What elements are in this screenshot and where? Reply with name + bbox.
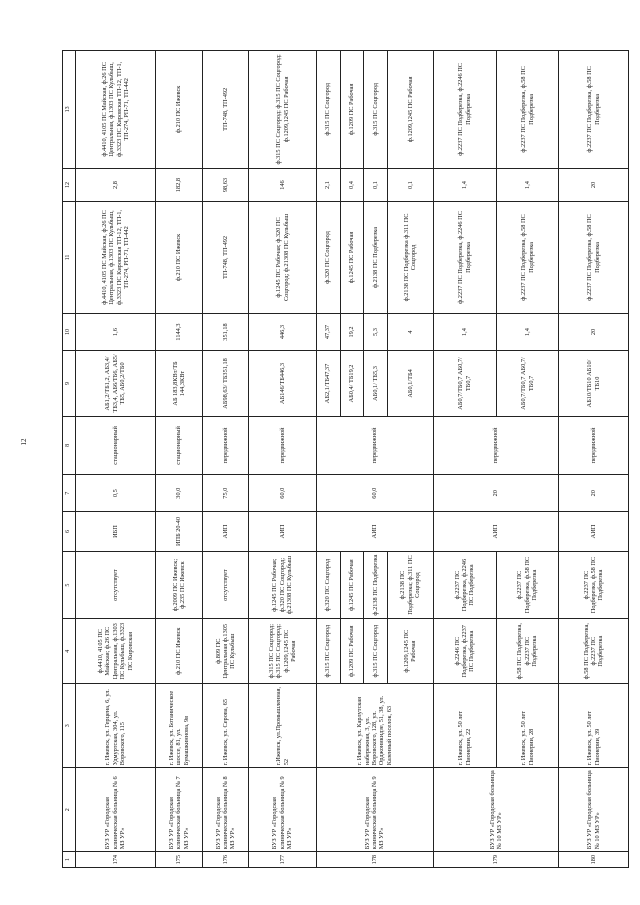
load-categories: АБ0,7/ТБ0,7 АБ0,7/ТБ0,7 xyxy=(433,351,496,416)
capacity-value: 0,1 xyxy=(364,168,388,202)
header-cell: 1 xyxy=(63,852,76,868)
power-source-type: ИБП xyxy=(76,512,156,552)
reserve-feeders: ф.2138 ПС Подберезка; ф.311 ПС Соцгород xyxy=(388,551,434,618)
capacity-value: 20 xyxy=(559,168,629,202)
header-cell: 3 xyxy=(63,684,76,768)
header-cell: 7 xyxy=(63,475,76,512)
power-source-type: АИП xyxy=(202,512,249,552)
power-source-type: АИП xyxy=(316,512,433,552)
institution-name: БУЗ УР «Городская клиническая больница № 7 МЗ УР» xyxy=(156,768,203,852)
reserve-feeders: ф.2237 ПС Подберезка, ф.58 ПС Подберезка xyxy=(496,551,559,618)
source-mode: стационарный xyxy=(76,416,156,475)
power-source-type: АИП xyxy=(433,512,559,552)
row-number: 175 xyxy=(156,852,203,868)
power-value: 60,0 xyxy=(316,475,433,512)
load-categories: АБ146/ТБ446,3 xyxy=(249,351,316,416)
reserve-feeders: ф.320 ПС Соцгород xyxy=(316,551,340,618)
power-source-type: АИП xyxy=(559,512,629,552)
connection-points: ф.1245 ПС Рабочая; ф.320 ПС Соцгород; ф.21308 ПС Кульбыш xyxy=(249,202,316,313)
header-cell: 2 xyxy=(63,768,76,852)
connection-points-alt: ф.1209 ПС Рабочая xyxy=(340,51,364,169)
reserve-feeders: ф.2237 ПС Подберезка, ф.2246 ПС Подберезка xyxy=(433,551,496,618)
connection-points-alt: ф.2237 ПС Подберезка, ф.58 ПС Подберезка xyxy=(559,51,629,169)
connection-points: ф.210 ПС Ижевск xyxy=(156,202,203,313)
connection-points: ф.320 ПС Соцгород xyxy=(316,202,340,313)
row-number: 180 xyxy=(559,852,629,868)
header-cell: 12 xyxy=(63,168,76,202)
main-feeders: ф.1209,1245 ПС Рабочая xyxy=(388,619,434,684)
connection-points-alt: ф.2237 ПС Подберезка, ф.2246 ПС Подберезка xyxy=(433,51,496,169)
power-value: 0,5 xyxy=(76,475,156,512)
main-feeders: ф.58 ПС Подберезка, ф.2237 ПС Подберезка xyxy=(496,619,559,684)
row-number: 176 xyxy=(202,852,249,868)
load-categories: АБ0,1/ТБ4 xyxy=(388,351,434,416)
connection-points-alt: ф.315 ПС Соцгород; ф.315 ПС Соцгород; ф.1209,1245 ПС Рабочая xyxy=(249,51,316,169)
load-value: 20 xyxy=(559,313,629,351)
connection-points: ф.2237 ПС Подберезка, ф.2246 ПС Подберезка xyxy=(433,202,496,313)
connection-points: ф.1245 ПС Рабочая xyxy=(340,202,364,313)
connection-points: ф.2237 ПС Подберезка, ф.58 ПС Подберезка xyxy=(496,202,559,313)
table-row xyxy=(249,51,316,868)
main-feeders: ф.315 ПС Соцгород xyxy=(316,619,340,684)
load-value: 5,3 xyxy=(364,313,388,351)
capacity-value: 98,63 xyxy=(202,168,249,202)
institution-name: БУЗ УР «Городская клиническая больница № 6 МЗ УР» xyxy=(76,768,156,852)
connection-points-alt: ф.4410, 4105 ПС Майская, ф.26 ПС Центральная, ф.1303 ПС Кульбыш, ф.3323 ПС Кировская ТП-12, ТП-1, ТП-274, РП-71, ТП-442 xyxy=(76,51,156,169)
power-value: 30,0 xyxy=(156,475,203,512)
reserve-feeders: ф.2237 ПС Подберезка, ф.58 ПС Подберезка xyxy=(559,551,629,618)
load-value: 19,2 xyxy=(340,313,364,351)
address: г. Ижевск, ул. 50 лет Пионерии, 22 xyxy=(433,684,496,768)
capacity-value: 182,8 xyxy=(156,168,203,202)
connection-points-alt: ф.315 ПС Соцгород xyxy=(316,51,340,169)
address: г. Ижевск, ул. 50 лет Пионерии, 39 xyxy=(559,684,629,768)
reserve-feeders: ф.2009 ПС Ижевск; ф.235 ПС Ижевск xyxy=(156,551,203,618)
connection-points-alt: ТП-748, ТП-492 xyxy=(202,51,249,169)
header-cell: 6 xyxy=(63,512,76,552)
reserve-feeders: ф.1245 ПС Рабочая xyxy=(340,551,364,618)
capacity-value: 1,4 xyxy=(496,168,559,202)
table-row xyxy=(433,51,496,868)
load-value: 4 xyxy=(388,313,434,351)
load-value: 1144,3 xyxy=(156,313,203,351)
header-cell: 4 xyxy=(63,619,76,684)
load-value: 1,4 xyxy=(433,313,496,351)
connection-points: ф.2138 ПС Подберезка xyxy=(364,202,388,313)
row-number: 177 xyxy=(249,852,316,868)
institution-name: БУЗ УР «Городская больница № 10 МЗ УР» xyxy=(433,768,559,852)
institution-name: БУЗ УР «Городская клиническая больница № 9 МЗ УР» xyxy=(249,768,316,852)
header-cell: 8 xyxy=(63,416,76,475)
row-number: 179 xyxy=(433,852,559,868)
main-feeders: ф.809 ПС Центральная ф.1305 ПС Кульбыш xyxy=(202,619,249,684)
reserve-feeders: отсутствует xyxy=(76,551,156,618)
power-value: 20 xyxy=(433,475,559,512)
capacity-value: 146 xyxy=(249,168,316,202)
connection-points: ТП-748, ТП-492 xyxy=(202,202,249,313)
reserve-feeders: ф.2138 ПС Подберезка xyxy=(364,551,388,618)
main-feeders: ф.2246 ПС Подберезка, ф.2237 ПС Подберезка xyxy=(433,619,496,684)
power-supply-table xyxy=(62,50,629,868)
institution-name: БУЗ УР «Городская клиническая больница № 9 МЗ УР» xyxy=(316,768,433,852)
address: г.Ижевск, ул.Промышленная, 52 xyxy=(249,684,316,768)
connection-points-alt: ф.315 ПС Соцгород xyxy=(364,51,388,169)
load-value: 351,18 xyxy=(202,313,249,351)
load-categories: АБ98,63/ ТБ351,18 xyxy=(202,351,249,416)
header-cell: 11 xyxy=(63,202,76,313)
load-categories: АБ0,4/ ТБ19,2 xyxy=(340,351,364,416)
load-categories: АБ2,1/ТБ47,37 xyxy=(316,351,340,416)
connection-points-alt: ф.2237 ПС Подберезка, ф.58 ПС Подберезка xyxy=(496,51,559,169)
table-row xyxy=(316,51,340,868)
row-number: 178 xyxy=(316,852,433,868)
address: г. Ижевск, ул. Серова, 65 xyxy=(202,684,249,768)
rotated-table-container xyxy=(62,50,629,868)
load-categories: АБ10/ТБ10 АБ10/ТБ10 xyxy=(559,351,629,416)
header-cell: 5 xyxy=(63,551,76,618)
source-mode: передвижной xyxy=(202,416,249,475)
connection-points: ф.4410, 4105 ПС Майская, ф.26 ПС Центральная, ф.1303 ПС Кульбыш, ф.3323 ПС Кировская ТП-12, ТП-1, ТП-274, РП-71, ТП-442 xyxy=(76,202,156,313)
power-source-type: ИПБ 20-40 xyxy=(156,512,203,552)
connection-points: ф.2237 ПС Подберезка, ф.58 ПС Подберезка xyxy=(559,202,629,313)
power-value: 60,0 xyxy=(249,475,316,512)
reserve-feeders: отсутствует xyxy=(202,551,249,618)
power-value: 75,0 xyxy=(202,475,249,512)
load-value: 446,3 xyxy=(249,313,316,351)
main-feeders: ф.315 ПС Соцгород xyxy=(364,619,388,684)
table-row xyxy=(202,51,249,868)
header-cell: 9 xyxy=(63,351,76,416)
main-feeders: ф.4410, 4105 ПС Майская; ф.26 ПС Центральная, ф.1303 ПС Кульбыш, ф.3323 ПС Кировская xyxy=(76,619,156,684)
table-row xyxy=(156,51,203,868)
source-mode: передвижной xyxy=(249,416,316,475)
reserve-feeders: ф.1245 ПС Рабочая; ф.320 ПС Соцгород; ф.21308 ПС Кульбыш xyxy=(249,551,316,618)
main-feeders: ф.1209 ПС Рабочая xyxy=(340,619,364,684)
capacity-value: 2,1 xyxy=(316,168,340,202)
header-cell: 13 xyxy=(63,51,76,169)
connection-points-alt: ф.1209,1245 ПС Рабочая xyxy=(388,51,434,169)
main-feeders: ф.210 ПС Ижевск xyxy=(156,619,203,684)
institution-name: БУЗ УР «Городская клиническая больница № 8 МЗ УР» xyxy=(202,768,249,852)
institution-name: БУЗ УР «Городская больница № 10 МЗ УР» xyxy=(559,768,629,852)
source-mode: передвижной xyxy=(433,416,559,475)
page-number: 12 xyxy=(20,438,28,446)
capacity-value: 0,4 xyxy=(340,168,364,202)
source-mode: стационарный xyxy=(156,416,203,475)
source-mode: передвижной xyxy=(559,416,629,475)
address: г. Ижевск, ул. Герцена, 6, ул. Удмуртская, 304, ул. Воровского, 115 xyxy=(76,684,156,768)
source-mode: передвижной xyxy=(316,416,433,475)
load-categories: АБ 183,8КВт/ТБ 144,3КВт xyxy=(156,351,203,416)
capacity-value: 0,1 xyxy=(388,168,434,202)
address: г. Ижевск, ул. 50 лет Пионерии, 28 xyxy=(496,684,559,768)
power-source-type: АИП xyxy=(249,512,316,552)
connection-points: ф.2138 ПС Подберезка ф.311 ПС Соцгород xyxy=(388,202,434,313)
load-value: 1,4 xyxy=(496,313,559,351)
header-row xyxy=(63,51,76,868)
main-feeders: ф.58 ПС Подберезка, ф.2237 ПС Подберезка xyxy=(559,619,629,684)
connection-points-alt: ф.210 ПС Ижевск xyxy=(156,51,203,169)
address: г. Ижевск, ул. Карлутская набережная, 3, ул. Воровского, 128, ул. Орджоникидзе, 51, 38, ул. Казенный поселок, 63 xyxy=(316,684,433,768)
row-number: 174 xyxy=(76,852,156,868)
load-categories: АБ1,2/ТБ1,2, АБ3,4/ТБ3,4, АБ6/ТБ6, АБ5/ТБ5, АБ0,2/ТБ0 xyxy=(76,351,156,416)
capacity-value: 1,4 xyxy=(433,168,496,202)
table-row xyxy=(76,51,156,868)
power-value: 20 xyxy=(559,475,629,512)
load-value: 1,6 xyxy=(76,313,156,351)
load-value: 47,37 xyxy=(316,313,340,351)
address: г. Ижевск, ул. Ботаническое шоссе, 81, ул. Бумашкиннова, 9в xyxy=(156,684,203,768)
load-categories: АБ0,1/ ТБ5,3 xyxy=(364,351,388,416)
load-categories: АБ0,7/ТБ0,7 АБ0,7/ТБ0,7 xyxy=(496,351,559,416)
header-cell: 10 xyxy=(63,313,76,351)
capacity-value: 2,8 xyxy=(76,168,156,202)
main-feeders: ф.315 ПС Соцгород; ф.315 ПС Соцгород; ф.1209,1245 ПС Рабочая xyxy=(249,619,316,684)
table-row xyxy=(559,51,629,868)
